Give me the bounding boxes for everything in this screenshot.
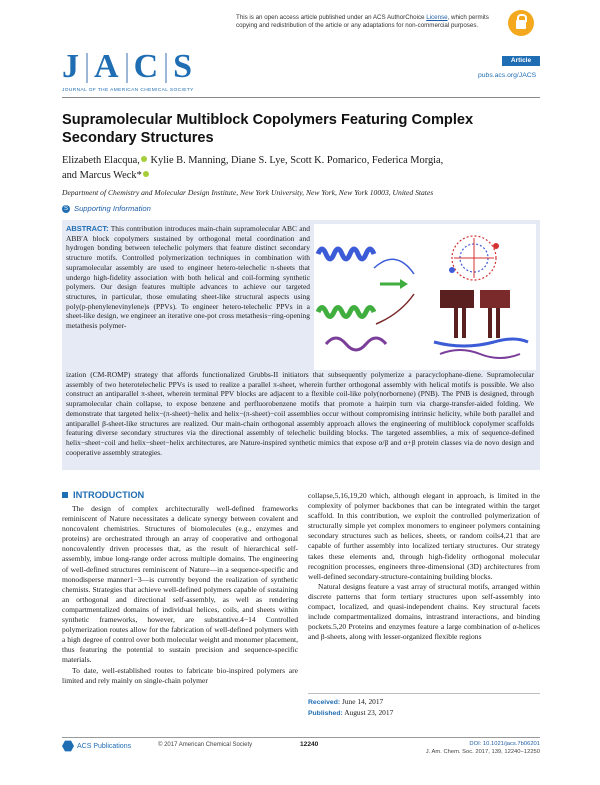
body-paragraph: The design of complex architecturally well-defined frameworks reminiscent of Nature necessitates a delicate synergy between covalent and noncovalent chemistries. Structures of biomolecules (e.g., enzymes and proteins) are orchestrated through an array of cooperative and orthogonal noncovalently driven processes that, as the result of hierarchical self-assembly, imbue long-range order across multiple domains. The engineering of well-defined structures reminiscent of Nature—in a sequence-specific and monodisperse manner1−3—is currently beyond the realization of synthetic chemists. Strategies that achieve well-defined polymers capable of sustaining an orthogonal and directional self-assembly, as well as rendering compartmentalized domains of individual helices, coils, and sheets within synthetic frameworks, however, are substantive.4−14 Controlled polymerization routes allow for the fabrication of well-defined polymers with a high degree of control over both molecular weight and monomer placement, thus featuring the potential to sustain precision and sequence-specific materials. bbox=[62, 504, 298, 665]
publisher-name: ACS Publications bbox=[77, 742, 132, 750]
body-paragraph: To date, well-established routes to fabricate bio-inspired polymers are limited and rely mainly on single-chain polymer bbox=[62, 665, 298, 685]
body-paragraph: collapse,5,16,19,20 which, although elegant in approach, is limited in the complexity of polymer backbones that can be integrated within the target scaffold. In this contribution, we exploit the controlled polymerization of structurally simple yet complex monomers to engineer polymers containing secondary structures such as helices, sheets, or random coils4,21 that are capable of further assembly into localized tertiary structures. Our strategy takes these elements and, through high-fidelity orthogonal molecular recognition processes, engineers three-dimensional (3D) architectures from well-defined secondary-structure-containing building blocks. bbox=[308, 491, 540, 581]
open-access-text: This is an open access article published under an ACS AuthorChoice bbox=[236, 14, 427, 21]
citation: J. Am. Chem. Soc. 2017, 139, 12240−12250 bbox=[425, 748, 540, 755]
orcid-icon[interactable] bbox=[143, 171, 149, 177]
abstract-text-top bbox=[66, 224, 310, 331]
author-name[interactable]: Scott K. Pomarico, bbox=[290, 155, 370, 166]
published-label: Published: bbox=[308, 710, 343, 717]
open-access-text-end: , which permits copying and redistribution of the article or any adaptations for non-commercial purposes. bbox=[236, 14, 489, 29]
acs-publications-logo[interactable] bbox=[62, 740, 131, 752]
publication-dates bbox=[308, 697, 393, 719]
introduction-heading-text: INTRODUCTION bbox=[73, 490, 145, 500]
orcid-icon[interactable] bbox=[141, 156, 147, 162]
dates-divider bbox=[308, 693, 540, 694]
license-link[interactable]: License bbox=[426, 14, 448, 21]
copyright-notice: © 2017 American Chemical Society bbox=[158, 742, 253, 748]
introduction-heading bbox=[62, 490, 144, 500]
toc-graphic bbox=[314, 224, 536, 370]
header-divider bbox=[62, 97, 540, 98]
journal-url-link[interactable]: pubs.acs.org/JACS bbox=[478, 72, 537, 79]
left-column bbox=[62, 504, 298, 686]
open-access-lock-icon bbox=[508, 10, 534, 36]
published-date: August 23, 2017 bbox=[344, 708, 394, 717]
page-number: 12240 bbox=[300, 741, 319, 748]
doi-link[interactable]: DOI: 10.1021/jacs.7b06201 bbox=[469, 741, 540, 747]
author-list bbox=[62, 153, 532, 183]
footer-divider bbox=[62, 737, 540, 738]
author-name[interactable]: Elizabeth Elacqua, bbox=[62, 155, 140, 166]
logo-letter: J bbox=[62, 48, 80, 85]
body-paragraph: Natural designs feature a vast array of structural motifs, arranged within discrete patterns that form tertiary structures upon self-assembly into compact, localized, and quasi-independent chains. Key structural facets include compartmentalized domains, intrastrand interactions, and binding pockets.5,20 Proteins and enzymes feature a large combination of α-helices and β-sheets, along with lesser-organized flexible regions bbox=[308, 581, 540, 642]
received-label: Received: bbox=[308, 699, 341, 706]
logo-letter: C bbox=[133, 48, 160, 85]
right-column bbox=[308, 491, 540, 642]
abstract-body-top: This contribution introduces main-chain supramolecular ABC and ABB′A block copolymers sustained by orthogonal metal coordination and hydrogen bonding between telechelic polymers that feature distinct secondary structure motifs. Controlled polymerization techniques in combination with supramolecular assembly are used to engineer hetero-telechelic π-sheets that undergo high-fidelity association with both helical and coil-forming synthetic polymers. Our design features multiple advances to achieve our targeted structures, in particular, those emulating sheet-like structural aspects using poly(p-phenylenevinylene)s (PPVs). To engineer hetero-telechelic PPVs in a sheet-like design, we engineer an iterative one-pot cross metathesis−ring-opening metathesis polymer- bbox=[66, 224, 310, 331]
supporting-information-link[interactable] bbox=[62, 204, 151, 213]
acs-hexagon-icon bbox=[62, 740, 74, 752]
abstract-label: ABSTRACT: bbox=[66, 224, 109, 233]
journal-subtitle: JOURNAL OF THE AMERICAN CHEMICAL SOCIETY bbox=[62, 88, 194, 93]
author-name[interactable]: Federica Morgia, bbox=[371, 155, 444, 166]
author-name[interactable]: Diane S. Lye, bbox=[231, 155, 288, 166]
open-access-notice bbox=[236, 14, 498, 30]
supporting-info-label[interactable]: Supporting Information bbox=[74, 204, 151, 213]
logo-letter: A bbox=[94, 48, 120, 85]
article-type-tab: Article bbox=[502, 56, 540, 66]
received-date: June 14, 2017 bbox=[341, 697, 384, 706]
section-marker-icon bbox=[62, 492, 68, 498]
author-name[interactable]: Kylie B. Manning, bbox=[150, 155, 229, 166]
abstract-text-bottom: ization (CM-ROMP) strategy that affords functionalized Grubbs-II initiators that subsequently polymerize a paracyclophane-diene. Supramolecular assembly of two heterotelechelic PPVs is used to realize a parallel π-sheet, wherein further orthogonal assembly with helical motifs is possible. We also construct an antiparallel π-sheet, wherein terminal PPV blocks are adjacent to a flexible coil-like poly(norbornene) (PNB). The PNB is designed, through supramolecular chain collapse, to expose benzene and perfluorobenzene motifs that promote a hairpin turn via charge-transfer-aided folding. We demonstrate that targeted helix−(π-sheet)−helix and helix−(π-sheet)−coil assemblies occur without compromising intrinsic helicity, while both parallel and antiparallel β-sheet-like structures are realized. Our main-chain orthogonal assembly approach allows the engineering of multiblock copolymer scaffolds featuring diverse secondary structures via the directional assembly of telechelic building blocks. The targeted assemblies, a mix of sequence-defined helix−sheet−coil and helix−sheet−helix architectures, are Nature-inspired synthetic mimics that expose α/β and α+β protein classes via de novo design and cooperative assembly strategies. bbox=[66, 370, 534, 457]
affiliation: Department of Chemistry and Molecular Design Institute, New York University, New York, New York 10003, United States bbox=[62, 188, 434, 197]
logo-letter: S bbox=[173, 48, 194, 85]
author-name[interactable]: and Marcus Weck* bbox=[62, 170, 142, 181]
doi-block bbox=[420, 741, 540, 756]
journal-logo[interactable] bbox=[62, 50, 222, 93]
paper-title: Supramolecular Multiblock Copolymers Featuring Complex Secondary Structures bbox=[62, 112, 474, 146]
supporting-info-icon: S bbox=[63, 205, 68, 212]
